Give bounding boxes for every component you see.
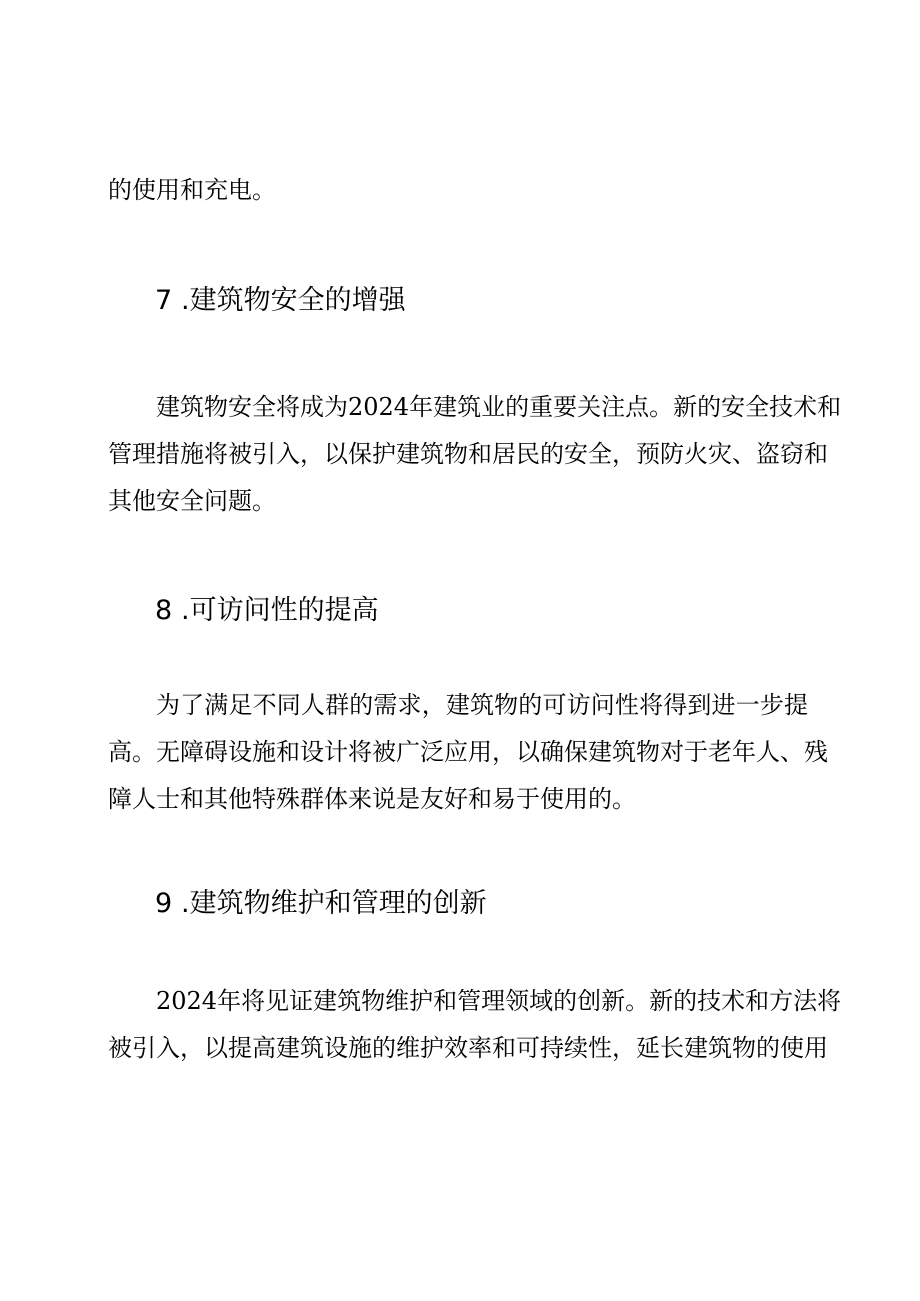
section-heading-8 (155, 593, 379, 629)
section-heading-9 (155, 886, 487, 922)
heading-title: .建筑物维护和管理的创新 (181, 888, 487, 919)
heading-number: 9 (155, 888, 173, 919)
paragraph-line: 建筑物安全将成为2024年建筑业的重要关注点。新的安全技术和 (156, 393, 842, 421)
paragraph-line: 管理措施将被引入，以保护建筑物和居民的安全，预防火灾、盗窃和 (108, 440, 828, 468)
paragraph-line: 的使用和充电。 (108, 176, 276, 204)
paragraph-line: 其他安全问题。 (108, 487, 276, 515)
section-heading-7 (155, 283, 406, 319)
heading-title: .建筑物安全的增强 (181, 285, 406, 316)
paragraph-line: 被引入，以提高建筑设施的维护效率和可持续性，延长建筑物的使用 (108, 1034, 828, 1062)
paragraph-line: 2024年将见证建筑物维护和管理领域的创新。新的技术和方法将 (156, 987, 842, 1015)
heading-title: .可访问性的提高 (181, 595, 379, 626)
heading-number: 8 (155, 595, 173, 626)
paragraph-line: 高。无障碍设施和设计将被广泛应用，以确保建筑物对于老年人、残 (108, 738, 828, 766)
heading-number: 7 (155, 285, 173, 316)
paragraph-line: 为了满足不同人群的需求，建筑物的可访问性将得到进一步提 (156, 691, 808, 719)
paragraph-line: 障人士和其他特殊群体来说是友好和易于使用的。 (108, 785, 636, 813)
